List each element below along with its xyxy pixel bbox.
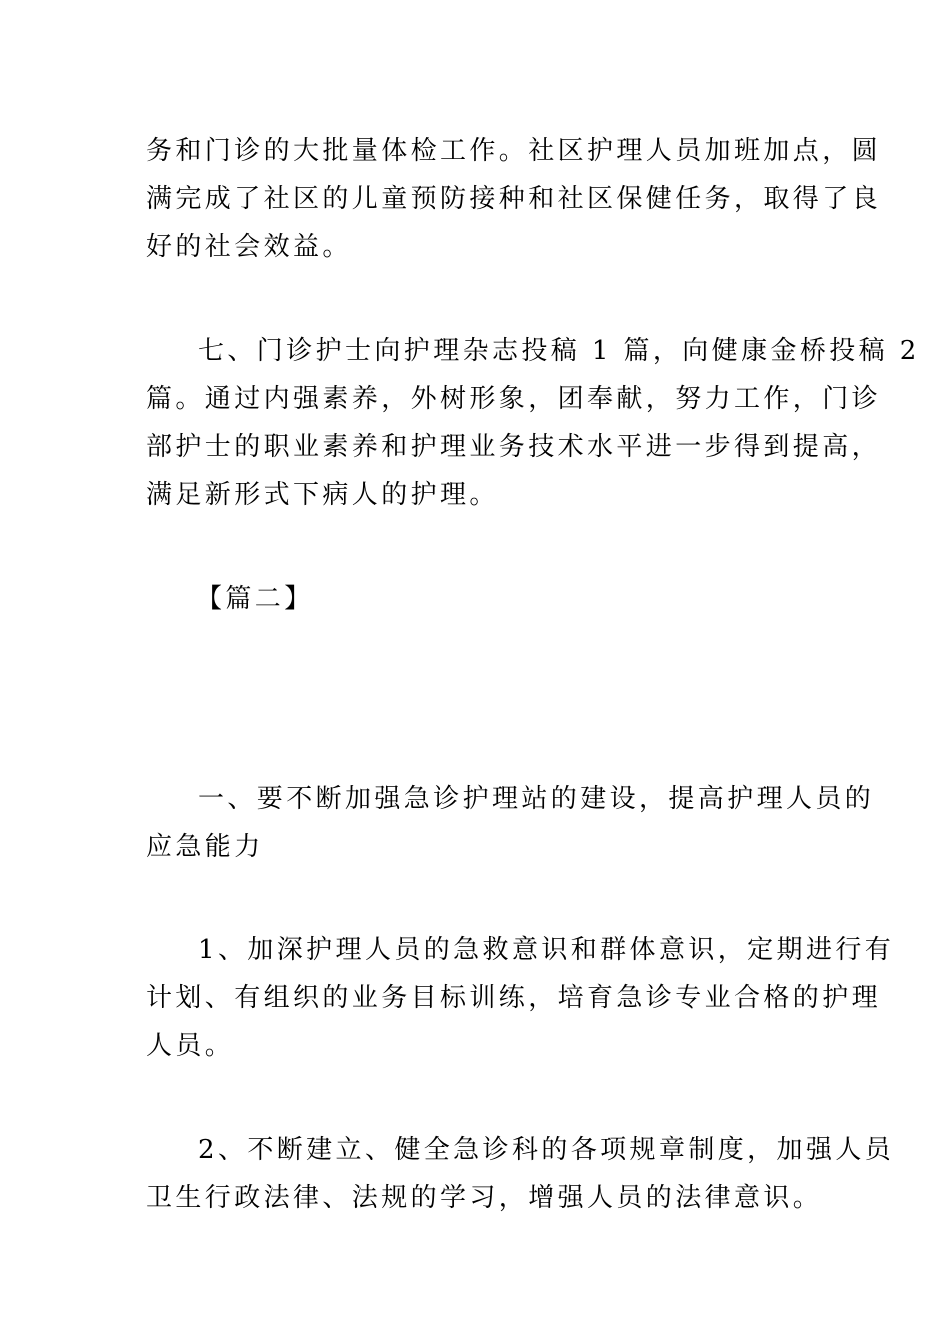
paragraph-3-line-1: 一、要不断加强急诊护理站的建设，提高护理人员的: [198, 784, 875, 814]
paragraph-2-line-4: 满足新形式下病人的护理。: [146, 480, 499, 510]
section-heading: 【篇二】: [196, 584, 314, 614]
paragraph-1-line-3: 好的社会效益。: [146, 232, 352, 262]
paragraph-1-line-2: 满完成了社区的儿童预防接种和社区保健任务，取得了良: [146, 184, 882, 214]
paragraph-2-line-3: 部护士的职业素养和护理业务技术水平进一步得到提高，: [146, 432, 882, 462]
paragraph-1-line-1: 务和门诊的大批量体检工作。社区护理人员加班加点，圆: [146, 136, 882, 166]
paragraph-4-line-1: 1、加深护理人员的急救意识和群体意识，定期进行有: [198, 935, 895, 965]
paragraph-4-line-2: 计划、有组织的业务目标训练，培育急诊专业合格的护理: [146, 983, 882, 1013]
paragraph-3-line-2: 应急能力: [146, 832, 264, 862]
paragraph-5-line-1: 2、不断建立、健全急诊科的各项规章制度，加强人员: [198, 1135, 895, 1165]
paragraph-2-line-2: 篇。通过内强素养，外树形象，团奉献，努力工作，门诊: [146, 384, 882, 414]
paragraph-2-line-1: 七、门诊护士向护理杂志投稿 1 篇，向健康金桥投稿 2: [198, 336, 920, 366]
paragraph-4-line-3: 人员。: [146, 1031, 235, 1061]
paragraph-5-line-2: 卫生行政法律、法规的学习，增强人员的法律意识。: [146, 1183, 823, 1213]
